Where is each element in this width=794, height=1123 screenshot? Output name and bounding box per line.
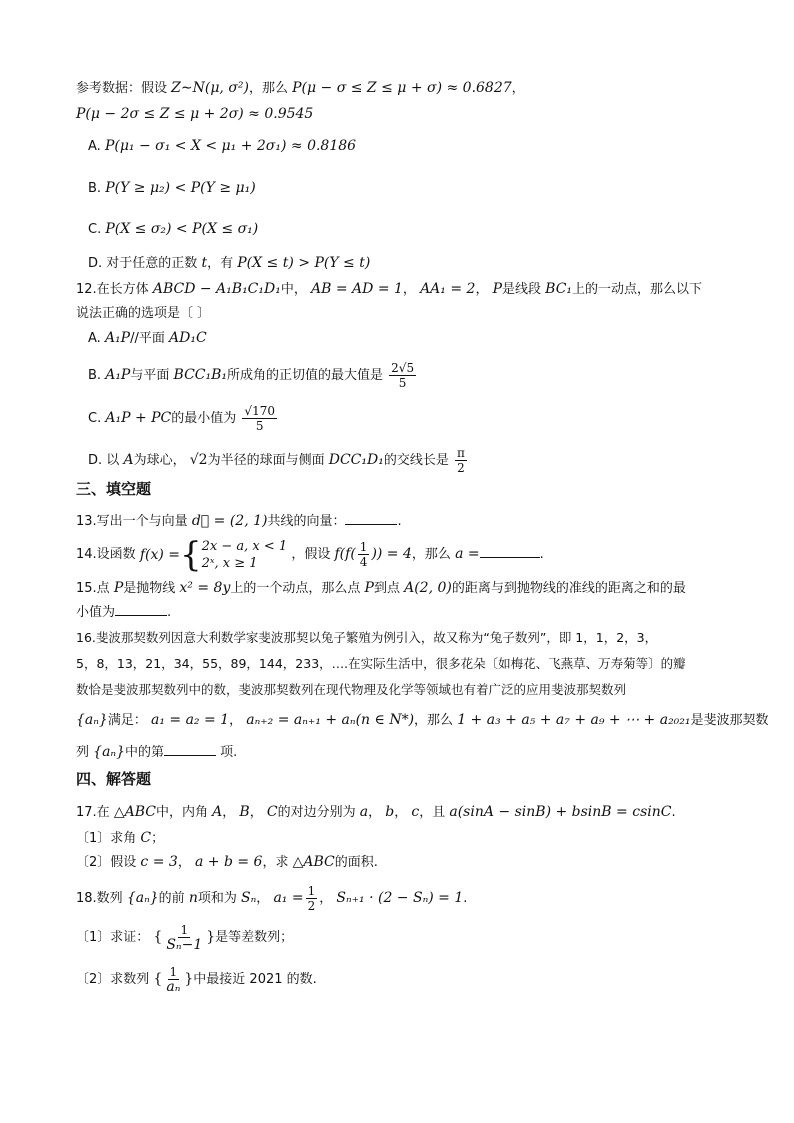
text: ， (475, 282, 489, 297)
case-1: 2x − a, x < 1 (201, 538, 288, 554)
denominator: 4 (359, 555, 368, 569)
answer-blank[interactable] (345, 511, 397, 525)
text: 到点 (373, 581, 400, 596)
reference-line-1 (76, 78, 525, 99)
math: b (385, 804, 395, 820)
numerator: 1 (359, 540, 368, 554)
math: {aₙ} (76, 712, 108, 728)
text: 12.在长方体 (76, 282, 149, 297)
q11-option-c (88, 219, 258, 240)
option-label: C. (88, 222, 102, 237)
numerator: 2√5 (391, 361, 415, 375)
math: A₁P (105, 367, 131, 383)
math: A₁P + PC (105, 410, 172, 426)
math: Sₙ (241, 890, 257, 906)
math: P(μ − 2σ ≤ Z ≤ μ + 2σ) ≈ 0.9545 (76, 106, 314, 122)
text: . (167, 605, 172, 620)
text: ，求 (262, 855, 289, 870)
text: 〔2〕假设 (76, 855, 137, 870)
math: AA₁ = 2 (420, 281, 476, 297)
math: 1 + a₃ + a₅ + a₇ + a₉ + ⋯ + a₂₀₂₁ (457, 712, 691, 728)
text: 的前 (158, 891, 185, 906)
q18-part-1 (76, 922, 293, 953)
math: A(2, 0) (404, 580, 452, 596)
math: P(X ≤ t) > P(Y ≤ t) (237, 255, 371, 271)
denominator: Sₙ−1 (166, 937, 203, 953)
math: t (201, 255, 208, 271)
q17-part-2 (76, 852, 378, 873)
option-label: C. (88, 411, 102, 426)
math: B (239, 804, 250, 820)
denominator: 5 (255, 419, 264, 433)
math: {aₙ} (93, 744, 125, 760)
text: 是斐波那契数 (690, 713, 769, 728)
text: ，有 (207, 256, 234, 271)
text: 上的一个动点，那么点 (230, 581, 361, 596)
case-2: 2ˣ, x ≥ 1 (201, 555, 258, 571)
option-label: D. (88, 453, 103, 468)
text: //平面 (130, 331, 165, 346)
math: d⃗ = (2, 1) (191, 513, 268, 529)
math: √2 (189, 452, 208, 468)
text: 中， (280, 282, 307, 297)
math: A (123, 452, 134, 468)
right-brace: } (206, 929, 216, 945)
reference-line-2 (76, 104, 313, 125)
numerator: √170 (244, 404, 275, 418)
text: 为半径的球面与侧面 (207, 453, 325, 468)
text: 〔2〕求数列 (76, 972, 150, 987)
text: 〔1〕求证： (76, 930, 150, 945)
math: BC₁ (545, 281, 573, 297)
option-label: B. (88, 181, 102, 196)
q17-part-1 (76, 828, 164, 849)
math: n (188, 890, 198, 906)
math: P (113, 580, 124, 596)
text: 13.写出一个与向量 (76, 514, 188, 529)
math: a + b = 6 (194, 854, 263, 870)
q15-line-2 (76, 602, 171, 623)
fraction (164, 923, 204, 952)
text: ，那么 (248, 81, 288, 96)
math: DCC₁D₁ (328, 452, 384, 468)
left-brace: { (153, 971, 163, 987)
fraction (306, 884, 318, 913)
math: f(f( (334, 546, 356, 562)
math: c (411, 804, 420, 820)
text: 为球心， (133, 453, 186, 468)
q12-stem-line-1 (76, 279, 702, 300)
text: ， (249, 805, 263, 820)
text: 项和为 (197, 891, 237, 906)
math: C (140, 830, 152, 846)
q11-option-d (88, 253, 370, 274)
q12-option-a (88, 328, 207, 349)
q18-part-2 (76, 964, 317, 995)
text: 18.数列 (76, 891, 123, 906)
math: Z∼N(μ, σ²) (171, 80, 249, 96)
math: aₙ₊₂ = aₙ₊₁ + aₙ(n ∈ N*) (246, 712, 415, 728)
fraction (164, 965, 182, 994)
text: ， (222, 805, 236, 820)
text: 的对边分别为 (277, 805, 356, 820)
text: 说法正确的选项是〔 〕 (76, 306, 211, 321)
text: 〔1〕求角 (76, 831, 137, 846)
text: 以 (106, 453, 120, 468)
text: 的最小值为 (171, 411, 237, 426)
text: ， (177, 855, 191, 870)
q11-option-a (88, 136, 356, 157)
numerator: 1 (307, 884, 316, 898)
denominator: 2 (457, 461, 465, 475)
math: a (359, 804, 369, 820)
left-brace: { (153, 929, 163, 945)
q16-line-3: 数恰是斐波那契数列中的数，斐波那契数列在现代物理及化学等领域也有着广泛的应用斐波那契数列 (76, 682, 627, 697)
text: . (463, 891, 468, 906)
text: ，那么 (411, 547, 451, 562)
text: 中的第 (125, 745, 165, 760)
option-label: A. (88, 331, 101, 346)
answer-blank[interactable] (115, 602, 167, 616)
text: 上的一动点，那么以下 (572, 282, 703, 297)
piecewise-function (140, 535, 287, 575)
math: △ABC (113, 804, 156, 820)
cases (202, 538, 288, 572)
text: ， (394, 805, 408, 820)
numerator: 1 (169, 965, 178, 979)
math: C (266, 804, 278, 820)
fraction (455, 446, 467, 475)
text: ； (151, 831, 165, 846)
fraction (242, 404, 277, 433)
q12-option-d (88, 446, 469, 475)
text: ， (511, 81, 525, 96)
math: )) = 4 (371, 546, 412, 562)
text: 中最接近 2021 的数. (193, 972, 317, 987)
text: ， (256, 891, 270, 906)
text: ， (319, 891, 333, 906)
denominator: aₙ (166, 979, 181, 995)
numerator: 1 (180, 923, 189, 937)
math: P(Y ≥ μ₂) < P(Y ≥ μ₁) (105, 180, 256, 196)
text: ，那么 (414, 713, 454, 728)
text: 14.设函数 (76, 547, 136, 562)
q12-option-c (88, 404, 279, 433)
q15-line-1 (76, 578, 686, 599)
text: 的交线长是 (383, 453, 449, 468)
text: 的面积. (334, 855, 378, 870)
q16-line-4 (76, 710, 769, 731)
text: 中，内角 (155, 805, 208, 820)
text: 满足： (107, 713, 147, 728)
q18-stem (76, 884, 467, 913)
math: △ABC (292, 854, 335, 870)
math: {aₙ} (126, 890, 159, 906)
answer-blank[interactable] (480, 544, 540, 558)
q12-option-b (88, 361, 418, 390)
text: 与平面 (130, 368, 170, 383)
math: BCC₁B₁ (173, 367, 227, 383)
text: 共线的向量： (267, 514, 346, 529)
text: 15.点 (76, 581, 110, 596)
q16-line-5 (76, 742, 237, 763)
q13 (76, 511, 402, 532)
text: ，且 (419, 805, 446, 820)
answer-blank[interactable] (164, 742, 216, 756)
math: AB = AD = 1 (311, 281, 403, 297)
option-label: A. (88, 139, 101, 154)
text: ， (368, 805, 382, 820)
q11-option-b (88, 178, 256, 199)
math: P(X ≤ σ₂) < P(X ≤ σ₁) (105, 221, 259, 237)
text: 参考数据：假设 (76, 81, 168, 96)
section-heading-solutions: 四、解答题 (76, 770, 152, 788)
text: 列 (76, 745, 90, 760)
q17-stem (76, 802, 676, 823)
section-heading-fill-in: 三、填空题 (76, 480, 152, 498)
math: f(x) = (139, 546, 181, 563)
numerator: π (456, 446, 465, 460)
text: 小值为 (76, 605, 116, 620)
text: 是等差数列； (215, 930, 294, 945)
math: a₁ = a₂ = 1 (151, 712, 230, 728)
math: AD₁C (169, 330, 207, 346)
text: 项. (220, 745, 238, 760)
text: 对于任意的正数 (106, 256, 198, 271)
q12-stem-line-2 (76, 304, 210, 324)
math: Sₙ₊₁ · (2 − Sₙ) = 1 (336, 890, 464, 906)
text: . (397, 514, 402, 529)
text: ， (402, 282, 416, 297)
text: 17.在 (76, 805, 110, 820)
math: a₁ = (273, 890, 304, 906)
math: ABCD − A₁B₁C₁D₁ (152, 281, 281, 297)
text: 是抛物线 (123, 581, 176, 596)
q16-line-1: 16.斐波那契数列因意大利数学家斐波那契以兔子繁殖为例引入，故又称为“兔子数列”，即 1，1，2，3， (76, 630, 658, 645)
math: P (364, 580, 374, 596)
math: x² = 8y (179, 580, 231, 596)
math: a = (455, 546, 480, 562)
q16-line-2: 5，8，13，21，34，55，89，144，233，….在实际生活中，很多花朵〔如梅花、飞燕草、万寿菊等〕的瓣 (76, 656, 686, 671)
text: ， (229, 713, 243, 728)
fraction (358, 540, 370, 569)
math: P(μ − σ ≤ Z ≤ μ + σ) ≈ 0.6827 (292, 80, 512, 96)
text: 的距离与到抛物线的准线的距离之和的最 (451, 581, 686, 596)
left-brace: { (180, 534, 202, 575)
text: . (671, 805, 676, 820)
math: a(sinA − sinB) + bsinB = csinC (449, 804, 672, 820)
text: ，假设 (291, 547, 331, 562)
math: P(μ₁ − σ₁ < X < μ₁ + 2σ₁) ≈ 0.8186 (104, 138, 357, 154)
math: A₁P (104, 330, 131, 346)
denominator: 2 (307, 899, 316, 913)
fraction (389, 361, 416, 390)
text: 是线段 (502, 282, 542, 297)
text: . (539, 547, 544, 562)
math: P (492, 281, 503, 297)
right-brace: } (184, 971, 194, 987)
math: c = 3 (140, 854, 178, 870)
denominator: 5 (398, 376, 407, 390)
q14 (76, 534, 544, 575)
text: 所成角的正切值的最大值是 (227, 368, 384, 383)
option-label: B. (88, 368, 102, 383)
math: A (212, 804, 223, 820)
option-label: D. (88, 256, 103, 271)
